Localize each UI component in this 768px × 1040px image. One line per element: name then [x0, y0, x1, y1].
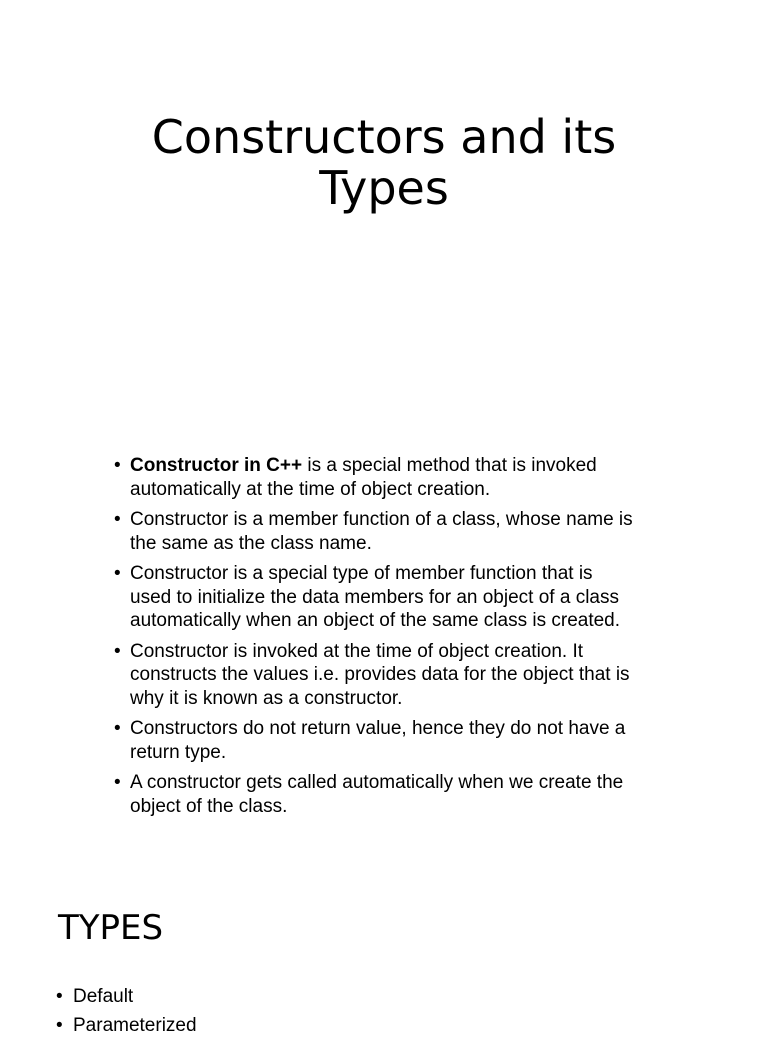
bullet-item — [114, 640, 634, 711]
bullet-bold-text: Constructor in C++ — [130, 455, 303, 476]
title-line-2: Types — [319, 161, 449, 215]
types-list — [56, 982, 197, 1040]
bullet-item — [114, 454, 634, 501]
page-title — [0, 112, 768, 214]
bullet-item — [114, 771, 634, 818]
types-list-item: • Parameterized — [56, 1011, 197, 1040]
bullet-text: A constructor gets called automatically when we create the object of the class. — [130, 772, 624, 817]
bullet-item — [114, 717, 634, 764]
constructor-bullet-list — [114, 454, 634, 825]
bullet-text: Constructor is a special type of member function that is used to initialize the data members for an object of a class automatically when an object of the same class is created. — [130, 563, 621, 631]
bullet-item — [114, 508, 634, 555]
types-list-item: • Default — [56, 982, 197, 1011]
title-line-1: Constructors and its — [151, 110, 617, 164]
bullet-text: is a special method that is invoked automatically at the time of object creation. — [130, 455, 597, 500]
types-heading: TYPES — [58, 908, 164, 948]
bullet-text: Constructor is a member function of a class, whose name is the same as the class name. — [130, 509, 633, 554]
bullet-item — [114, 562, 634, 633]
bullet-text: Constructor is invoked at the time of object creation. It constructs the values i.e. provides data for the object that is why it is known as a constructor. — [130, 640, 630, 709]
bullet-text: Constructors do not return value, hence they do not have a return type. — [130, 718, 626, 763]
